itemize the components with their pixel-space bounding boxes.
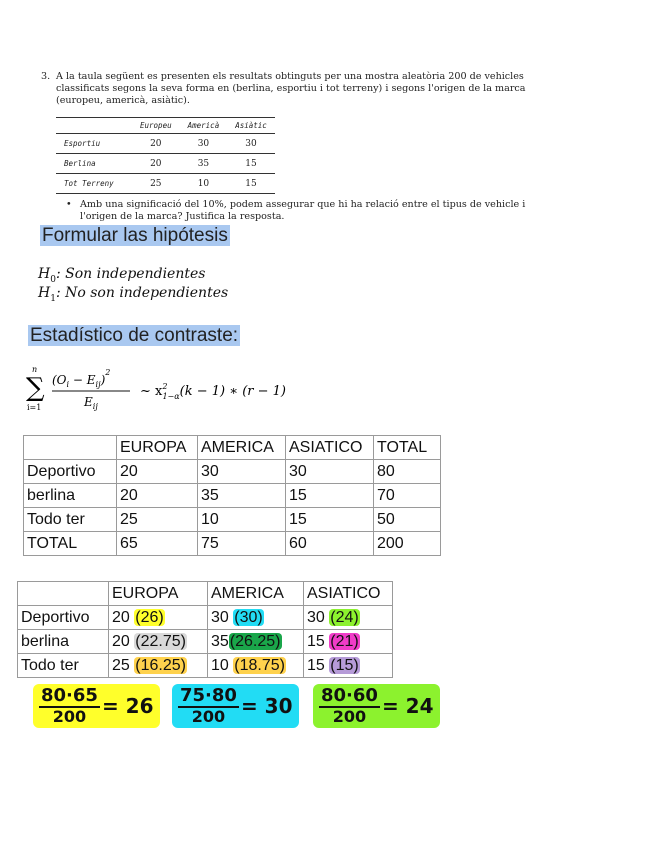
row-label: TOTAL — [24, 532, 117, 556]
table-row — [24, 436, 441, 460]
calc-result: = 26 — [101, 694, 154, 718]
calc-denominator: 200 — [191, 707, 226, 726]
sigma-icon: ∑ — [26, 373, 45, 403]
table-cell: 35 — [198, 484, 286, 508]
numerator-sub-ij: ij — [95, 380, 101, 389]
header-cell — [18, 582, 109, 606]
row-label: Tot Terreny — [56, 174, 132, 194]
table-cell: 15 — [227, 154, 275, 174]
row-label: berlina — [18, 630, 109, 654]
calc-denominator: 200 — [332, 707, 367, 726]
table-cell — [304, 606, 393, 630]
observed-value: 35 — [211, 632, 229, 650]
denominator: E — [84, 395, 93, 409]
row-label: Esportiu — [56, 134, 132, 154]
table-cell — [304, 630, 393, 654]
table-cell — [208, 654, 304, 678]
table-cell: 10 — [198, 508, 286, 532]
hypotheses-heading — [40, 225, 230, 247]
table-cell: 65 — [117, 532, 198, 556]
h0-subscript: 0 — [50, 274, 56, 285]
question-text: Amb una significació del 10%, podem assegurar que hi ha relació entre el tipus de vehicle i l'origen de la marca? Justifica la resposta. — [80, 199, 526, 222]
problem-number: 3. — [41, 71, 51, 82]
row-label: Berlina — [56, 154, 132, 174]
null-hypothesis — [38, 266, 205, 285]
table-row — [24, 508, 441, 532]
problem-question — [66, 199, 541, 223]
table-cell: 10 — [180, 174, 228, 194]
expected-value: (30) — [234, 608, 263, 626]
table-cell: 30 — [180, 134, 228, 154]
table-cell — [109, 630, 208, 654]
table-cell: 60 — [286, 532, 374, 556]
h0-symbol: H — [38, 266, 51, 282]
problem-table — [56, 117, 275, 194]
calc-numerator: 75·80 — [180, 685, 237, 706]
distribution-sub: 1−α — [162, 392, 180, 401]
row-label: Todo ter — [24, 508, 117, 532]
alternative-hypothesis — [38, 285, 228, 304]
problem-statement — [41, 71, 541, 107]
table-cell — [109, 654, 208, 678]
table-row — [18, 582, 393, 606]
table-cell: 80 — [374, 460, 441, 484]
calc-result: = 24 — [381, 694, 434, 718]
observed-value: 10 — [211, 656, 229, 674]
table-row — [18, 654, 393, 678]
h1-text: : No son independientes — [55, 285, 229, 301]
observed-value: 30 — [211, 608, 229, 626]
header-cell: AMERICA — [198, 436, 286, 460]
header-cell: ASIATICO — [286, 436, 374, 460]
problem-table-header: Asiàtic — [227, 118, 275, 134]
chi-square-formula — [26, 362, 346, 422]
numerator-close: ) — [100, 373, 106, 387]
header-cell: EUROPA — [109, 582, 208, 606]
header-cell — [24, 436, 117, 460]
calc-asiatico-deportivo — [313, 684, 440, 728]
table-cell — [208, 606, 304, 630]
table-cell: 20 — [117, 484, 198, 508]
table-cell: 35 — [180, 154, 228, 174]
numerator-minus: − E — [69, 373, 96, 387]
table-cell: 20 — [132, 154, 180, 174]
table-row — [18, 630, 393, 654]
statistic-heading — [28, 325, 240, 347]
h1-subscript: 1 — [50, 293, 56, 304]
distribution-sup: 2 — [162, 382, 168, 391]
header-cell: EUROPA — [117, 436, 198, 460]
expected-value: (26) — [135, 608, 164, 626]
statistic-heading-text: Estadístico de contraste: — [30, 325, 239, 346]
h1-symbol: H — [38, 285, 51, 301]
observed-table — [23, 435, 441, 556]
table-row — [24, 484, 441, 508]
expected-value: (24) — [330, 608, 359, 626]
row-label: Deportivo — [18, 606, 109, 630]
observed-value: 30 — [307, 608, 325, 626]
row-label: Todo ter — [18, 654, 109, 678]
table-row — [18, 606, 393, 630]
observed-value: 20 — [112, 632, 130, 650]
table-cell: 15 — [227, 174, 275, 194]
table-cell: 15 — [286, 484, 374, 508]
denominator-sub: ij — [92, 402, 98, 411]
expected-value: (15) — [330, 656, 359, 674]
calc-america-deportivo — [172, 684, 299, 728]
expected-table — [17, 581, 393, 678]
table-cell: 75 — [198, 532, 286, 556]
table-cell: 30 — [286, 460, 374, 484]
table-cell: 15 — [286, 508, 374, 532]
table-cell: 50 — [374, 508, 441, 532]
numerator-power: 2 — [105, 368, 111, 377]
expected-value: (16.25) — [135, 656, 186, 674]
table-cell: 25 — [117, 508, 198, 532]
calc-result: = 30 — [240, 694, 293, 718]
table-cell: 30 — [198, 460, 286, 484]
h0-text: : Son independientes — [55, 266, 206, 282]
table-cell: 25 — [132, 174, 180, 194]
table-row — [56, 174, 275, 194]
table-cell — [109, 606, 208, 630]
observed-value: 15 — [307, 632, 325, 650]
calc-numerator: 80·60 — [321, 685, 378, 706]
expected-value: (21) — [330, 632, 359, 650]
calc-denominator: 200 — [52, 707, 87, 726]
observed-value: 20 — [112, 608, 130, 626]
expected-value: (22.75) — [135, 632, 186, 650]
table-cell: 200 — [374, 532, 441, 556]
table-cell: 70 — [374, 484, 441, 508]
numerator-open: (O — [52, 373, 67, 387]
table-cell: 20 — [132, 134, 180, 154]
table-row — [56, 154, 275, 174]
table-cell — [304, 654, 393, 678]
row-label: berlina — [24, 484, 117, 508]
expected-value: (26.25) — [229, 632, 281, 650]
expected-value: (18.75) — [234, 656, 285, 674]
distribution-args: (k − 1) ∗ (r − 1) — [179, 384, 286, 399]
svg-text:~ x21−α(k − 1) ∗ (r − 1) — [140, 382, 286, 401]
observed-value: 25 — [112, 656, 130, 674]
bullet-icon: • — [66, 199, 72, 210]
problem-table-header — [56, 118, 132, 134]
observed-value: 15 — [307, 656, 325, 674]
sum-lower-limit: i=1 — [27, 403, 42, 412]
problem-text: A la taula següent es presenten els resultats obtinguts per una mostra aleatòria 200 de vehicles classificats segons la seva forma en (berlina, esportiu i tot terreny) i segons l'origen de la marca (europeu, americà, asiàtic). — [56, 71, 526, 106]
header-cell: TOTAL — [374, 436, 441, 460]
problem-table-header: Americà — [180, 118, 228, 134]
table-cell — [208, 630, 304, 654]
table-cell: 30 — [227, 134, 275, 154]
header-cell: ASIATICO — [304, 582, 393, 606]
svg-text:Eij — [83, 395, 98, 411]
header-cell: AMERICA — [208, 582, 304, 606]
hypotheses-heading-text: Formular las hipótesis — [42, 225, 228, 246]
row-label: Deportivo — [24, 460, 117, 484]
svg-text:(Oi − Eij)2 — [52, 368, 110, 389]
table-row — [56, 134, 275, 154]
problem-table-header: Europeu — [132, 118, 180, 134]
calc-numerator: 80·65 — [41, 685, 98, 706]
sum-upper-limit: n — [32, 365, 38, 374]
numerator-sub-i: i — [66, 380, 70, 389]
table-cell: 20 — [117, 460, 198, 484]
table-row — [24, 460, 441, 484]
calc-europa-deportivo — [33, 684, 160, 728]
table-row — [24, 532, 441, 556]
distribution-symbol: ~ x — [140, 384, 163, 399]
